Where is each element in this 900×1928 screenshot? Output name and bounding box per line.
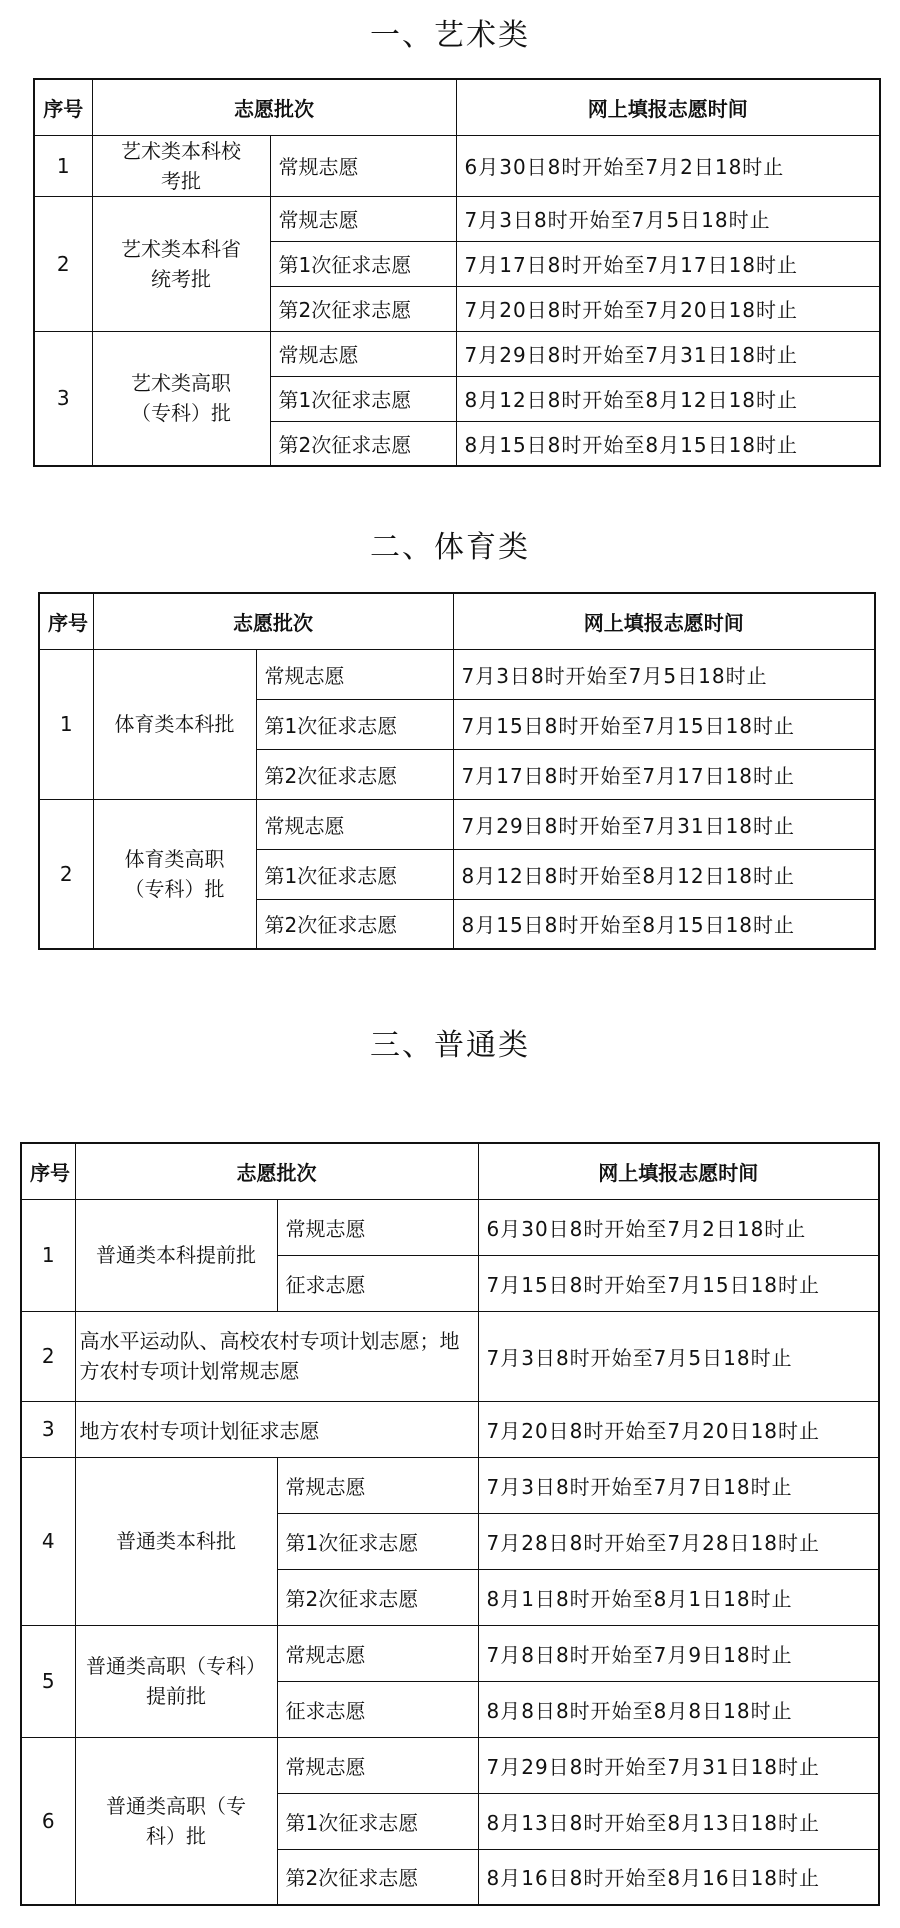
time-cell: 8月12日8时开始至8月12日18时止 (453, 849, 875, 899)
type-cell: 常规志愿 (256, 799, 453, 849)
time-cell: 7月15日8时开始至7月15日18时止 (453, 699, 875, 749)
seq-cell: 2 (21, 1311, 75, 1401)
time-cell: 8月12日8时开始至8月12日18时止 (456, 376, 880, 421)
seq-cell: 3 (21, 1401, 75, 1457)
time-cell: 7月3日8时开始至7月7日18时止 (478, 1457, 879, 1513)
type-cell: 常规志愿 (277, 1457, 478, 1513)
type-cell: 常规志愿 (270, 135, 456, 196)
time-cell: 8月8日8时开始至8月8日18时止 (478, 1681, 879, 1737)
table-row (21, 1737, 879, 1793)
seq-cell: 2 (39, 799, 93, 949)
type-cell: 第2次征求志愿 (277, 1849, 478, 1905)
table-header-row (39, 593, 875, 649)
seq-cell: 3 (34, 331, 92, 466)
table-row (21, 1311, 879, 1401)
type-cell: 第1次征求志愿 (256, 849, 453, 899)
type-cell: 第2次征求志愿 (277, 1569, 478, 1625)
time-cell: 6月30日8时开始至7月2日18时止 (456, 135, 880, 196)
section-title-general: 三、普通类 (370, 1028, 530, 1063)
type-cell: 常规志愿 (277, 1625, 478, 1681)
batch-cell: 普通类本科提前批 (75, 1199, 277, 1311)
type-cell: 常规志愿 (270, 331, 456, 376)
batch-cell: 艺术类高职（专科）批 (92, 331, 270, 466)
header-batch: 志愿批次 (93, 593, 453, 649)
time-cell: 8月15日8时开始至8月15日18时止 (453, 899, 875, 949)
sport-table (38, 592, 876, 950)
table-row (21, 1625, 879, 1681)
header-seq: 序号 (21, 1143, 75, 1199)
type-cell: 征求志愿 (277, 1681, 478, 1737)
type-cell: 第1次征求志愿 (270, 241, 456, 286)
seq-cell: 6 (21, 1737, 75, 1905)
time-cell: 7月3日8时开始至7月5日18时止 (456, 196, 880, 241)
general-table (20, 1142, 880, 1906)
batch-cell: 高水平运动队、高校农村专项计划志愿；地方农村专项计划常规志愿 (75, 1311, 478, 1401)
seq-cell: 1 (39, 649, 93, 799)
type-cell: 常规志愿 (256, 649, 453, 699)
table-row (34, 196, 880, 241)
header-seq: 序号 (39, 593, 93, 649)
time-cell: 7月29日8时开始至7月31日18时止 (456, 331, 880, 376)
type-cell: 第1次征求志愿 (256, 699, 453, 749)
header-time: 网上填报志愿时间 (453, 593, 875, 649)
time-cell: 7月20日8时开始至7月20日18时止 (478, 1401, 879, 1457)
header-time: 网上填报志愿时间 (456, 79, 880, 135)
type-cell: 常规志愿 (270, 196, 456, 241)
table-row (34, 135, 880, 196)
batch-cell: 普通类高职（专科）提前批 (75, 1625, 277, 1737)
batch-cell: 体育类本科批 (93, 649, 256, 799)
header-time: 网上填报志愿时间 (478, 1143, 879, 1199)
type-cell: 第2次征求志愿 (256, 749, 453, 799)
time-cell: 7月28日8时开始至7月28日18时止 (478, 1513, 879, 1569)
type-cell: 第1次征求志愿 (277, 1513, 478, 1569)
type-cell: 第1次征求志愿 (270, 376, 456, 421)
time-cell: 7月3日8时开始至7月5日18时止 (453, 649, 875, 699)
seq-cell: 2 (34, 196, 92, 331)
time-cell: 7月8日8时开始至7月9日18时止 (478, 1625, 879, 1681)
table-header-row (34, 79, 880, 135)
batch-cell: 普通类高职（专科）批 (75, 1737, 277, 1905)
time-cell: 7月15日8时开始至7月15日18时止 (478, 1255, 879, 1311)
type-cell: 第2次征求志愿 (270, 421, 456, 466)
time-cell: 7月29日8时开始至7月31日18时止 (478, 1737, 879, 1793)
type-cell: 常规志愿 (277, 1199, 478, 1255)
table-row (21, 1457, 879, 1513)
batch-cell: 艺术类本科校考批 (92, 135, 270, 196)
seq-cell: 4 (21, 1457, 75, 1625)
time-cell: 8月1日8时开始至8月1日18时止 (478, 1569, 879, 1625)
table-row (21, 1199, 879, 1255)
time-cell: 7月20日8时开始至7月20日18时止 (456, 286, 880, 331)
batch-cell: 体育类高职（专科）批 (93, 799, 256, 949)
time-cell: 7月3日8时开始至7月5日18时止 (478, 1311, 879, 1401)
table-row (21, 1401, 879, 1457)
header-batch: 志愿批次 (75, 1143, 478, 1199)
header-seq: 序号 (34, 79, 92, 135)
type-cell: 常规志愿 (277, 1737, 478, 1793)
time-cell: 7月29日8时开始至7月31日18时止 (453, 799, 875, 849)
time-cell: 8月13日8时开始至8月13日18时止 (478, 1793, 879, 1849)
time-cell: 7月17日8时开始至7月17日18时止 (456, 241, 880, 286)
header-batch: 志愿批次 (92, 79, 456, 135)
time-cell: 8月16日8时开始至8月16日18时止 (478, 1849, 879, 1905)
seq-cell: 1 (21, 1199, 75, 1311)
batch-cell: 地方农村专项计划征求志愿 (75, 1401, 478, 1457)
table-row (34, 331, 880, 376)
batch-cell: 普通类本科批 (75, 1457, 277, 1625)
table-row (39, 649, 875, 699)
time-cell: 7月17日8时开始至7月17日18时止 (453, 749, 875, 799)
seq-cell: 5 (21, 1625, 75, 1737)
section-title-art: 一、艺术类 (370, 18, 530, 53)
type-cell: 征求志愿 (277, 1255, 478, 1311)
seq-cell: 1 (34, 135, 92, 196)
type-cell: 第2次征求志愿 (256, 899, 453, 949)
section-title-sport: 二、体育类 (370, 530, 530, 565)
table-header-row (21, 1143, 879, 1199)
time-cell: 6月30日8时开始至7月2日18时止 (478, 1199, 879, 1255)
batch-cell: 艺术类本科省统考批 (92, 196, 270, 331)
table-row (39, 799, 875, 849)
art-table (33, 78, 881, 467)
type-cell: 第2次征求志愿 (270, 286, 456, 331)
time-cell: 8月15日8时开始至8月15日18时止 (456, 421, 880, 466)
type-cell: 第1次征求志愿 (277, 1793, 478, 1849)
